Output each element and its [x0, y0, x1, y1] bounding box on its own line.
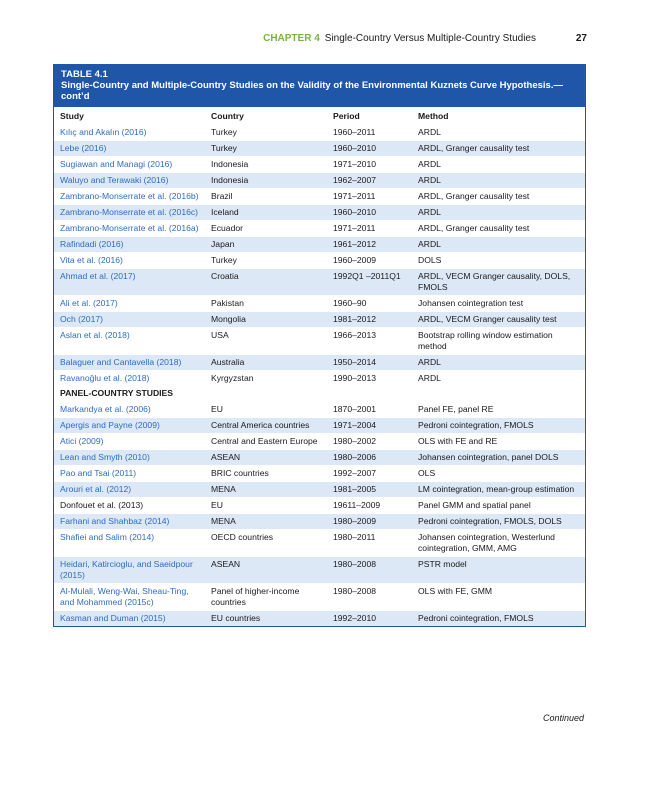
cell-method: ARDL	[412, 157, 585, 173]
cell-study[interactable]: Shafiei and Salim (2014)	[54, 530, 205, 557]
cell-country: Panel of higher-income countries	[205, 584, 327, 611]
cell-method: PSTR model	[412, 557, 585, 584]
table-row	[54, 584, 585, 611]
table-row	[54, 269, 585, 296]
cell-country: OECD countries	[205, 530, 327, 557]
table-row	[54, 237, 585, 253]
cell-country: Pakistan	[205, 296, 327, 312]
table-row	[54, 498, 585, 514]
table-row	[54, 611, 585, 627]
cell-country: ASEAN	[205, 450, 327, 466]
table-row	[54, 434, 585, 450]
cell-study[interactable]: Zambrano-Monserrate et al. (2016c)	[54, 205, 205, 221]
cell-country: Indonesia	[205, 157, 327, 173]
cell-method: ARDL	[412, 205, 585, 221]
cell-period: 1980–2011	[327, 530, 412, 557]
cell-period: 1962–2007	[327, 173, 412, 189]
cell-period: 1992–2010	[327, 611, 412, 627]
column-header-period: Period	[327, 107, 412, 125]
table-row	[54, 173, 585, 189]
table-row	[54, 253, 585, 269]
cell-method: OLS with FE and RE	[412, 434, 585, 450]
cell-method: Johansen cointegration, Westerlund cointegration, GMM, AMG	[412, 530, 585, 557]
table-row	[54, 296, 585, 312]
cell-country: Indonesia	[205, 173, 327, 189]
cell-period: 1992–2007	[327, 466, 412, 482]
cell-country: EU	[205, 402, 327, 418]
cell-period: 1870–2001	[327, 402, 412, 418]
cell-study[interactable]: Ahmad et al. (2017)	[54, 269, 205, 296]
cell-method: Pedroni cointegration, FMOLS, DOLS	[412, 514, 585, 530]
cell-period: 1960–2010	[327, 141, 412, 157]
cell-method: LM cointegration, mean-group estimation	[412, 482, 585, 498]
cell-period: 1971–2011	[327, 221, 412, 237]
cell-country: Turkey	[205, 253, 327, 269]
cell-study[interactable]: Aslan et al. (2018)	[54, 328, 205, 355]
cell-method: ARDL	[412, 237, 585, 253]
single-country-body	[54, 125, 585, 387]
cell-country: ASEAN	[205, 557, 327, 584]
cell-country: Central and Eastern Europe	[205, 434, 327, 450]
table-row	[54, 514, 585, 530]
cell-country: Turkey	[205, 141, 327, 157]
cell-study[interactable]: Rafindadi (2016)	[54, 237, 205, 253]
cell-country: Central America countries	[205, 418, 327, 434]
cell-country: Turkey	[205, 125, 327, 141]
cell-method: ARDL, Granger causality test	[412, 189, 585, 205]
cell-method: Panel FE, panel RE	[412, 402, 585, 418]
table-row	[54, 466, 585, 482]
cell-study[interactable]: Markandya et al. (2006)	[54, 402, 205, 418]
cell-period: 1966–2013	[327, 328, 412, 355]
cell-period: 1960–90	[327, 296, 412, 312]
cell-study[interactable]: Kasman and Duman (2015)	[54, 611, 205, 627]
chapter-label: CHAPTER 4	[263, 33, 320, 44]
table-row	[54, 125, 585, 141]
cell-method: ARDL	[412, 125, 585, 141]
cell-study[interactable]: Farhani and Shahbaz (2014)	[54, 514, 205, 530]
cell-period: 1980–2002	[327, 434, 412, 450]
table-row	[54, 189, 585, 205]
cell-period: 1960–2010	[327, 205, 412, 221]
table-row	[54, 450, 585, 466]
table-header-row	[54, 107, 585, 125]
cell-period: 1980–2009	[327, 514, 412, 530]
table-caption	[54, 65, 585, 107]
cell-country: Iceland	[205, 205, 327, 221]
cell-method: Johansen cointegration test	[412, 296, 585, 312]
cell-study[interactable]: Lebe (2016)	[54, 141, 205, 157]
table-row	[54, 221, 585, 237]
cell-method: ARDL, Granger causality test	[412, 221, 585, 237]
cell-method: ARDL	[412, 173, 585, 189]
cell-method: OLS	[412, 466, 585, 482]
cell-country: Kyrgyzstan	[205, 371, 327, 387]
cell-study[interactable]: Lean and Smyth (2010)	[54, 450, 205, 466]
table-row	[54, 418, 585, 434]
cell-method: Pedroni cointegration, FMOLS	[412, 418, 585, 434]
cell-period: 1992Q1 –2011Q1	[327, 269, 412, 296]
cell-method: ARDL, VECM Granger causality, DOLS, FMOLS	[412, 269, 585, 296]
cell-study[interactable]: Waluyo and Terawaki (2016)	[54, 173, 205, 189]
chapter-title: Single-Country Versus Multiple-Country Studies	[324, 33, 536, 44]
cell-country: Ecuador	[205, 221, 327, 237]
table-row	[54, 482, 585, 498]
cell-study[interactable]: Kılıç and Akalın (2016)	[54, 125, 205, 141]
cell-study[interactable]: Atici (2009)	[54, 434, 205, 450]
cell-study[interactable]: Arouri et al. (2012)	[54, 482, 205, 498]
cell-method: DOLS	[412, 253, 585, 269]
cell-country: MENA	[205, 514, 327, 530]
cell-period: 1980–2008	[327, 557, 412, 584]
table-row	[54, 557, 585, 584]
cell-method: Johansen cointegration, panel DOLS	[412, 450, 585, 466]
section-header-row	[54, 386, 585, 402]
cell-method: ARDL	[412, 355, 585, 371]
table-row	[54, 355, 585, 371]
cell-country: MENA	[205, 482, 327, 498]
cell-period: 1980–2008	[327, 584, 412, 611]
table-row	[54, 530, 585, 557]
column-header-study: Study	[54, 107, 205, 125]
table-row	[54, 312, 585, 328]
cell-method: Panel GMM and spatial panel	[412, 498, 585, 514]
running-header	[0, 33, 648, 47]
cell-period: 1960–2009	[327, 253, 412, 269]
cell-country: EU	[205, 498, 327, 514]
cell-study[interactable]: Sugiawan and Managi (2016)	[54, 157, 205, 173]
data-table	[54, 107, 585, 626]
cell-country: Mongolia	[205, 312, 327, 328]
table-row	[54, 141, 585, 157]
cell-study[interactable]: Balaguer and Cantavella (2018)	[54, 355, 205, 371]
cell-period: 1960–2011	[327, 125, 412, 141]
table-row	[54, 371, 585, 387]
cell-period: 1971–2010	[327, 157, 412, 173]
table-row	[54, 157, 585, 173]
panel-country-body	[54, 402, 585, 627]
table-container	[53, 64, 586, 627]
cell-country: USA	[205, 328, 327, 355]
cell-period: 1981–2005	[327, 482, 412, 498]
column-header-method: Method	[412, 107, 585, 125]
cell-method: ARDL, Granger causality test	[412, 141, 585, 157]
cell-study[interactable]: Pao and Tsai (2011)	[54, 466, 205, 482]
table-row	[54, 402, 585, 418]
continued-label: Continued	[542, 713, 584, 723]
cell-study[interactable]: Al-Mulali, Weng-Wai, Sheau-Ting, and Mohammed (2015c)	[54, 584, 205, 611]
cell-period: 1990–2013	[327, 371, 412, 387]
page-number: 27	[575, 33, 587, 44]
cell-method: ARDL, VECM Granger causality test	[412, 312, 585, 328]
section-label: PANEL-COUNTRY STUDIES	[54, 386, 585, 402]
cell-period: 1971–2011	[327, 189, 412, 205]
cell-country: EU countries	[205, 611, 327, 627]
table-row	[54, 205, 585, 221]
table-number: TABLE 4.1	[61, 69, 108, 80]
cell-country: Australia	[205, 355, 327, 371]
cell-study[interactable]: Ravanoğlu et al. (2018)	[54, 371, 205, 387]
column-header-country: Country	[205, 107, 327, 125]
cell-period: 1950–2014	[327, 355, 412, 371]
cell-country: Brazil	[205, 189, 327, 205]
cell-country: Japan	[205, 237, 327, 253]
table-row	[54, 328, 585, 355]
cell-period: 1961–2012	[327, 237, 412, 253]
cell-study[interactable]: Ali et al. (2017)	[54, 296, 205, 312]
cell-period: 1981–2012	[327, 312, 412, 328]
table-title: Single-Country and Multiple-Country Studies on the Validity of the Environmental Kuznets Curve Hypothesis.—cont’d	[61, 80, 563, 102]
cell-study[interactable]: Zambrano-Monserrate et al. (2016a)	[54, 221, 205, 237]
cell-period: 19611–2009	[327, 498, 412, 514]
cell-method: OLS with FE, GMM	[412, 584, 585, 611]
cell-method: ARDL	[412, 371, 585, 387]
cell-period: 1980–2006	[327, 450, 412, 466]
section-body	[54, 386, 585, 402]
cell-country: Croatia	[205, 269, 327, 296]
cell-method: Pedroni cointegration, FMOLS	[412, 611, 585, 627]
cell-method: Bootstrap rolling window estimation method	[412, 328, 585, 355]
cell-study[interactable]: Vita et al. (2016)	[54, 253, 205, 269]
cell-study[interactable]: Zambrano-Monserrate et al. (2016b)	[54, 189, 205, 205]
cell-study[interactable]: Donfouet et al. (2013)	[54, 498, 205, 514]
cell-study[interactable]: Och (2017)	[54, 312, 205, 328]
cell-study[interactable]: Heidari, Katircioglu, and Saeidpour (2015)	[54, 557, 205, 584]
cell-country: BRIC countries	[205, 466, 327, 482]
cell-study[interactable]: Apergis and Payne (2009)	[54, 418, 205, 434]
cell-period: 1971–2004	[327, 418, 412, 434]
chapter-heading	[263, 33, 536, 44]
